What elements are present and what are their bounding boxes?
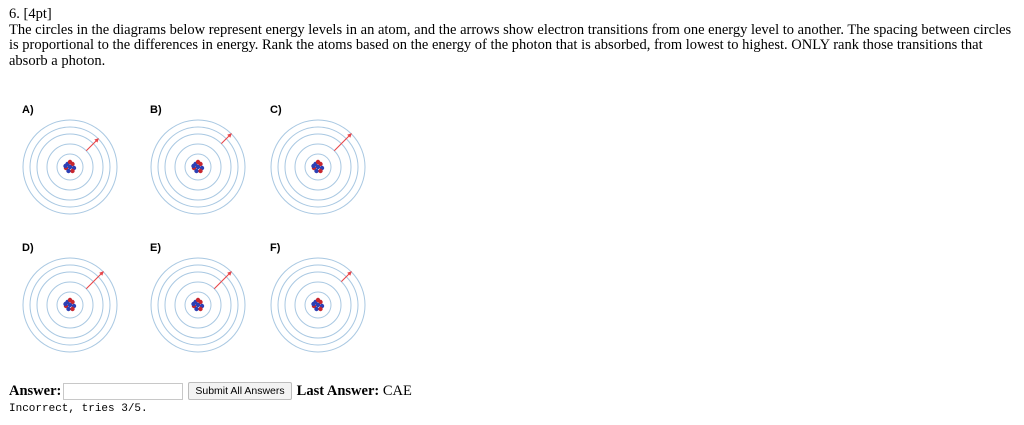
transition-arrow	[214, 272, 231, 289]
diagram-label-a: A)	[22, 104, 34, 116]
diagram-a	[10, 100, 130, 225]
diagram-label-f: F)	[270, 242, 281, 254]
answer-row	[9, 381, 412, 401]
question-block	[9, 7, 1017, 69]
diagram-grid	[0, 100, 400, 380]
nucleus-icon	[191, 298, 204, 311]
nucleus-icon	[311, 298, 324, 311]
transition-arrow	[334, 134, 351, 151]
diagram-c	[258, 100, 378, 225]
answer-input[interactable]	[63, 383, 183, 400]
diagram-b	[138, 100, 258, 225]
atom-diagram-a	[10, 100, 130, 225]
nucleus-icon	[311, 160, 324, 173]
answer-label: Answer:	[9, 382, 62, 399]
atom-diagram-d	[10, 238, 130, 363]
nucleus-icon	[63, 160, 76, 173]
submit-all-answers-button[interactable]: Submit All Answers	[188, 382, 291, 400]
diagram-label-c: C)	[270, 104, 282, 116]
question-text: The circles in the diagrams below represent energy levels in an atom, and the arrows show electron transitions from one energy level to another. The spacing between circles is proportional to the differences in energy. Rank the atoms based on the energy of the photon that is absorbed, from lowest to highest. ONLY rank those transitions that absorb a photon.	[9, 21, 1012, 69]
transition-arrow	[86, 272, 103, 289]
last-answer-label: Last Answer:	[296, 382, 380, 399]
last-answer	[297, 383, 412, 400]
atom-diagram-e	[138, 238, 258, 363]
atom-diagram-b	[138, 100, 258, 225]
diagram-label-e: E)	[150, 242, 161, 254]
last-answer-value: CAE	[382, 382, 412, 399]
question-number: 6. [4pt]	[9, 6, 52, 22]
status-message: Incorrect, tries 3/5.	[9, 403, 148, 415]
diagram-e	[138, 238, 258, 363]
atom-diagram-c	[258, 100, 378, 225]
atom-diagram-f	[258, 238, 378, 363]
nucleus-icon	[191, 160, 204, 173]
diagram-d	[10, 238, 130, 363]
diagram-label-d: D)	[22, 242, 34, 254]
diagram-label-b: B)	[150, 104, 162, 116]
nucleus-icon	[63, 298, 76, 311]
transition-arrow	[86, 139, 98, 151]
diagram-f	[258, 238, 378, 363]
